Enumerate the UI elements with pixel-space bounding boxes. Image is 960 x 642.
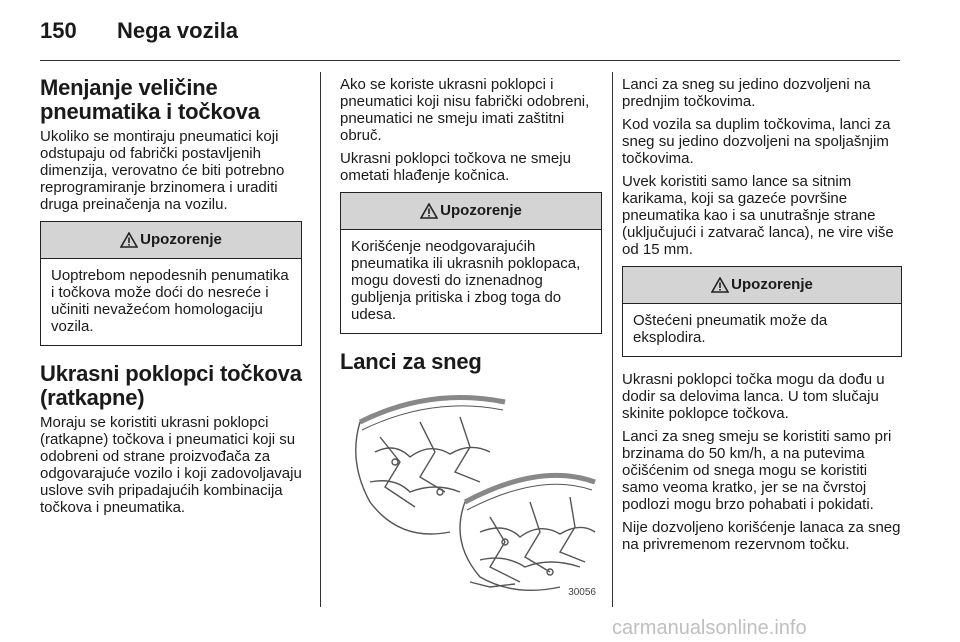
warning-text: Korišćenje neodgovarajućih pneumatika ili ukrasnih poklopaca, mogu dovesti do iznenadnog gubljenja pritiska i zbog toga do udesa. (351, 238, 581, 323)
paragraph: Ukoliko se montiraju pneumatici koji odstupaju od fabrički postavljenih dimenzija, verovatno će biti potrebno reprogramiranje brzinomera i uraditi druga preinačenja na vozilu. (40, 128, 285, 213)
column-3 (622, 76, 902, 559)
column-2 (340, 76, 602, 602)
paragraph: Ukrasni poklopci točka mogu da dođu u dodir sa delovima lanca. U tom slučaju skinite poklopce točkova. (622, 371, 885, 422)
section-heading-tire-size: Menjanje veličine pneumatika i točkova (40, 75, 260, 124)
warning-label: Upozorenje (140, 231, 222, 248)
column-divider-1 (320, 72, 321, 607)
paragraph: Lanci za sneg smeju se koristiti samo pri brzinama do 50 km/h, a na putevima očišćenim od snega mogu se koristiti samo veoma kratko, jer se na čvrstoj podlozi mogu brzo pohabati i pokidati. (622, 428, 892, 513)
warning-triangle-icon (120, 232, 138, 248)
paragraph: Moraju se koristiti ukrasni poklopci (ratkapne) točkova i pneumatici koji su odobreni od strane proizvođača za odgovarajuće vozilo i koji zadovoljavaju uslove svih pripadajućih kombinacija točkova i pneumatika. (40, 414, 302, 516)
paragraph: Nije dozvoljeno korišćenje lanaca za sneg na privremenom rezervnom točku. (622, 519, 901, 553)
paragraph: Ako se koriste ukrasni poklopci i pneumatici koji nisu fabrički odobreni, pneumatici ne smeju imati zaštitni obruč. (340, 76, 590, 144)
warning-triangle-icon (711, 277, 729, 293)
figure-code: 30056 (568, 587, 596, 598)
warning-header (341, 193, 601, 230)
paragraph: Kod vozila sa duplim točkovima, lanci za sneg su jedino dozvoljeni na spoljašnjim točkovima. (622, 116, 891, 167)
snow-chains-illustration (340, 382, 602, 602)
warning-header (41, 222, 301, 259)
section-heading-snow-chains: Lanci za sneg (340, 349, 482, 374)
paragraph: Uvek koristiti samo lance sa sitnim karikama, koji sa gazeće površine pneumatika kao i sa unutrašnje strane (uključujući i zatvarač lanca), ne vire više od 15 mm. (622, 173, 894, 258)
warning-text: Uoptrebom nepodesnih penumatika i točkova može doći do nesreće i učiniti nevažećom homologaciju vozila. (51, 267, 289, 335)
column-1 (40, 76, 302, 522)
page-number: 150 (40, 18, 77, 43)
warning-box (340, 192, 602, 334)
warning-box (40, 221, 302, 346)
column-divider-2 (612, 72, 613, 607)
paragraph: Ukrasni poklopci točkova ne smeju ometati hlađenje kočnica. (340, 150, 571, 184)
warning-header (623, 267, 901, 304)
warning-label: Upozorenje (731, 276, 813, 293)
warning-text: Oštećeni pneumatik može da eksplodira. (633, 312, 828, 346)
page-title: Nega vozila (117, 18, 239, 43)
section-heading-wheel-covers: Ukrasni poklopci točkova (ratkapne) (40, 361, 302, 410)
watermark: carmanualsonline.info (612, 617, 807, 639)
warning-triangle-icon (420, 203, 438, 219)
warning-label: Upozorenje (440, 202, 522, 219)
header-divider (40, 60, 900, 61)
snow-chain-drawing (340, 382, 602, 602)
paragraph: Lanci za sneg su jedino dozvoljeni na prednjim točkovima. (622, 76, 871, 110)
warning-box (622, 266, 902, 357)
